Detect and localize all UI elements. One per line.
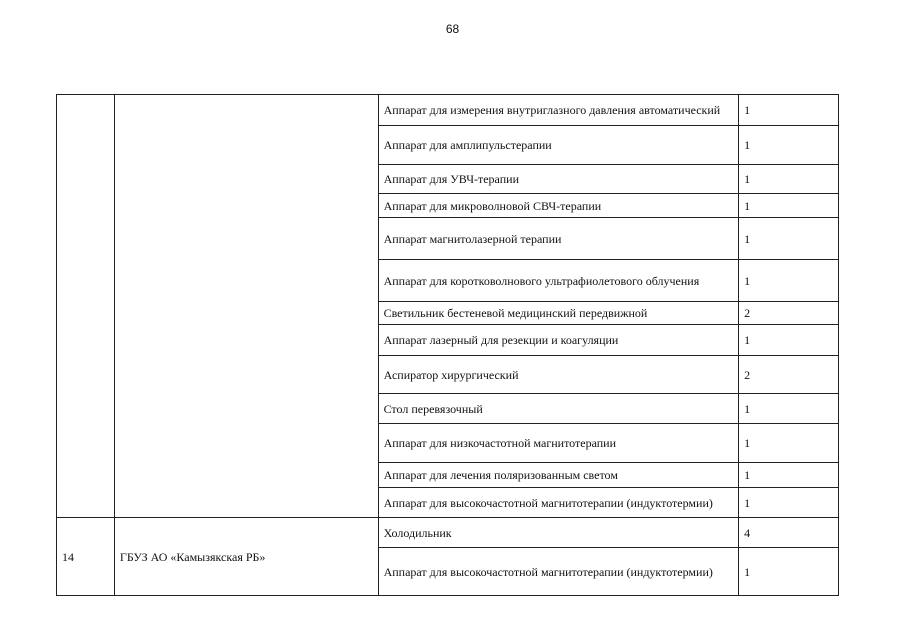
row-number-cell: 14 — [57, 518, 115, 596]
equipment-name: Аппарат для низкочастотной магнитотерапии — [378, 424, 739, 463]
equipment-name: Аппарат лазерный для резекции и коагуляции — [378, 325, 739, 356]
equipment-name: Аппарат для высокочастотной магнитотерапии (индуктотермии) — [378, 548, 739, 596]
equipment-qty: 1 — [739, 394, 839, 424]
equipment-qty: 1 — [739, 325, 839, 356]
equipment-qty: 1 — [739, 424, 839, 463]
table-row — [57, 95, 839, 126]
equipment-name: Светильник бестеневой медицинский передвижной — [378, 302, 739, 325]
equipment-name: Аппарат для лечения поляризованным светом — [378, 463, 739, 488]
equipment-qty: 1 — [739, 218, 839, 260]
equipment-name: Аппарат для высокочастотной магнитотерапии (индуктотермии) — [378, 488, 739, 518]
equipment-qty: 1 — [739, 194, 839, 218]
equipment-name: Аппарат для измерения внутриглазного давления автоматический — [378, 95, 739, 126]
equipment-name: Аппарат для УВЧ-терапии — [378, 165, 739, 194]
table-row — [57, 518, 839, 548]
page-number: 68 — [445, 22, 460, 36]
equipment-name: Аспиратор хирургический — [378, 356, 739, 394]
equipment-name: Аппарат для амплипульстерапии — [378, 126, 739, 165]
row-number-cell — [57, 95, 115, 518]
equipment-qty: 1 — [739, 95, 839, 126]
equipment-qty: 1 — [739, 126, 839, 165]
equipment-name: Аппарат магнитолазерной терапии — [378, 218, 739, 260]
equipment-name: Аппарат для микроволновой СВЧ-терапии — [378, 194, 739, 218]
equipment-qty: 1 — [739, 260, 839, 302]
equipment-qty: 1 — [739, 488, 839, 518]
organization-cell — [114, 95, 378, 518]
equipment-table — [56, 94, 839, 596]
equipment-qty: 1 — [739, 548, 839, 596]
equipment-name: Аппарат для коротковолнового ультрафиолетового облучения — [378, 260, 739, 302]
equipment-name: Стол перевязочный — [378, 394, 739, 424]
equipment-name: Холодильник — [378, 518, 739, 548]
equipment-qty: 1 — [739, 463, 839, 488]
equipment-qty: 4 — [739, 518, 839, 548]
equipment-qty: 2 — [739, 302, 839, 325]
organization-cell: ГБУЗ АО «Камызякская РБ» — [114, 518, 378, 596]
equipment-qty: 1 — [739, 165, 839, 194]
equipment-qty: 2 — [739, 356, 839, 394]
